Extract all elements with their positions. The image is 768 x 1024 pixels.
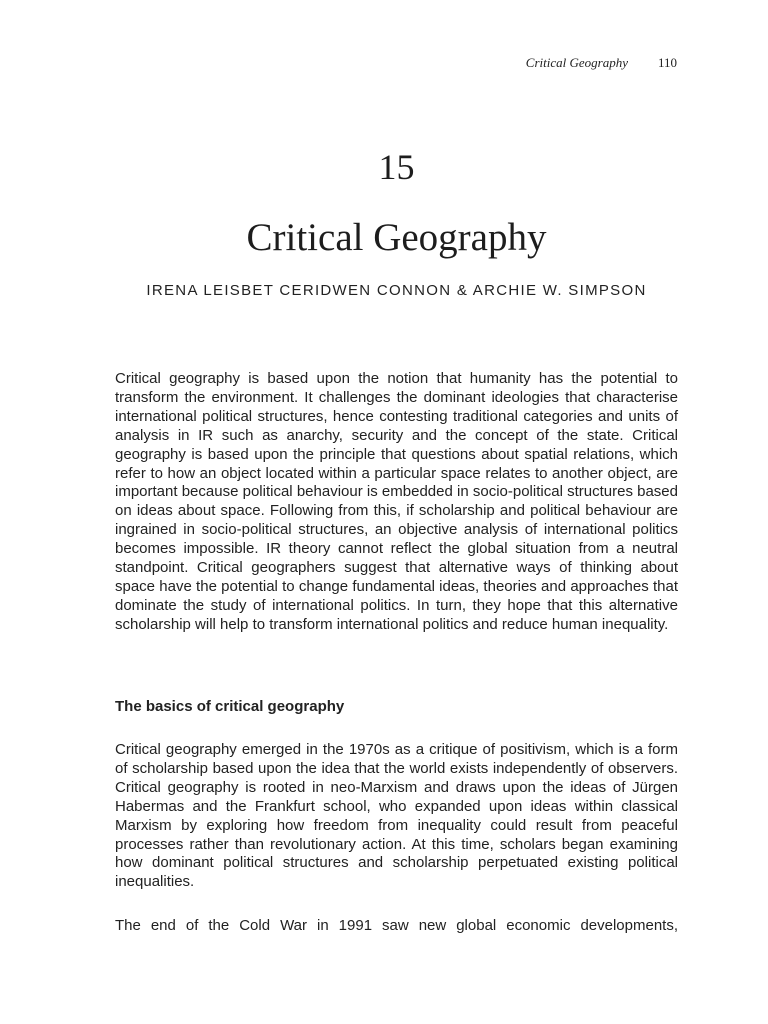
- intro-paragraph: Critical geography is based upon the notion that humanity has the potential to transform the environment. It challenges the dominant ideologies that characterise international political structures, hence contesting traditional categories and units of analysis in IR such as anarchy, security and the concept of the state. Critical geography is based upon the principle that questions about spatial relations, which refer to how an object located within a particular space relates to another object, are important because political behaviour is embedded in socio-political structures based on ideas about space. Following from this, if scholarship and political behaviour are ingrained in socio-political structures, an objective analysis of international politics becomes impossible. IR theory cannot reflect the global situation from a neutral standpoint. Critical geographers suggest that alternative ways of thinking about space have the potential to change fundamental ideas, theories and approaches that dominate the study of international politics. In turn, they hope that this alternative scholarship will help to transform international politics and reduce human inequality.: [115, 370, 678, 633]
- running-head: [0, 55, 677, 71]
- chapter-number: 15: [378, 147, 415, 187]
- page-number: 110: [657, 55, 677, 70]
- chapter-title: Critical Geography: [246, 216, 547, 259]
- body-paragraph-2: Critical geography emerged in the 1970s as a critique of positivism, which is a form of scholarship based upon the idea that the world exists independently of observers. Critical geography is rooted in neo-Marxism and draws upon the ideas of Jürgen Habermas and the Frankfurt school, who expanded upon ideas within classical Marxism by exploring how freedom from inequality could result from peaceful processes rather than revolutionary action. At this time, scholars began examining how dominant political structures and scholarship perpetuated existing political inequalities.: [115, 741, 678, 891]
- chapter-authors: IRENA LEISBET CERIDWEN CONNON & ARCHIE W. SIMPSON: [146, 282, 647, 299]
- section-heading: The basics of critical geography: [115, 698, 345, 715]
- body-paragraph-3: The end of the Cold War in 1991 saw new global economic developments,: [115, 917, 678, 934]
- running-head-title: Critical Geography: [525, 55, 628, 70]
